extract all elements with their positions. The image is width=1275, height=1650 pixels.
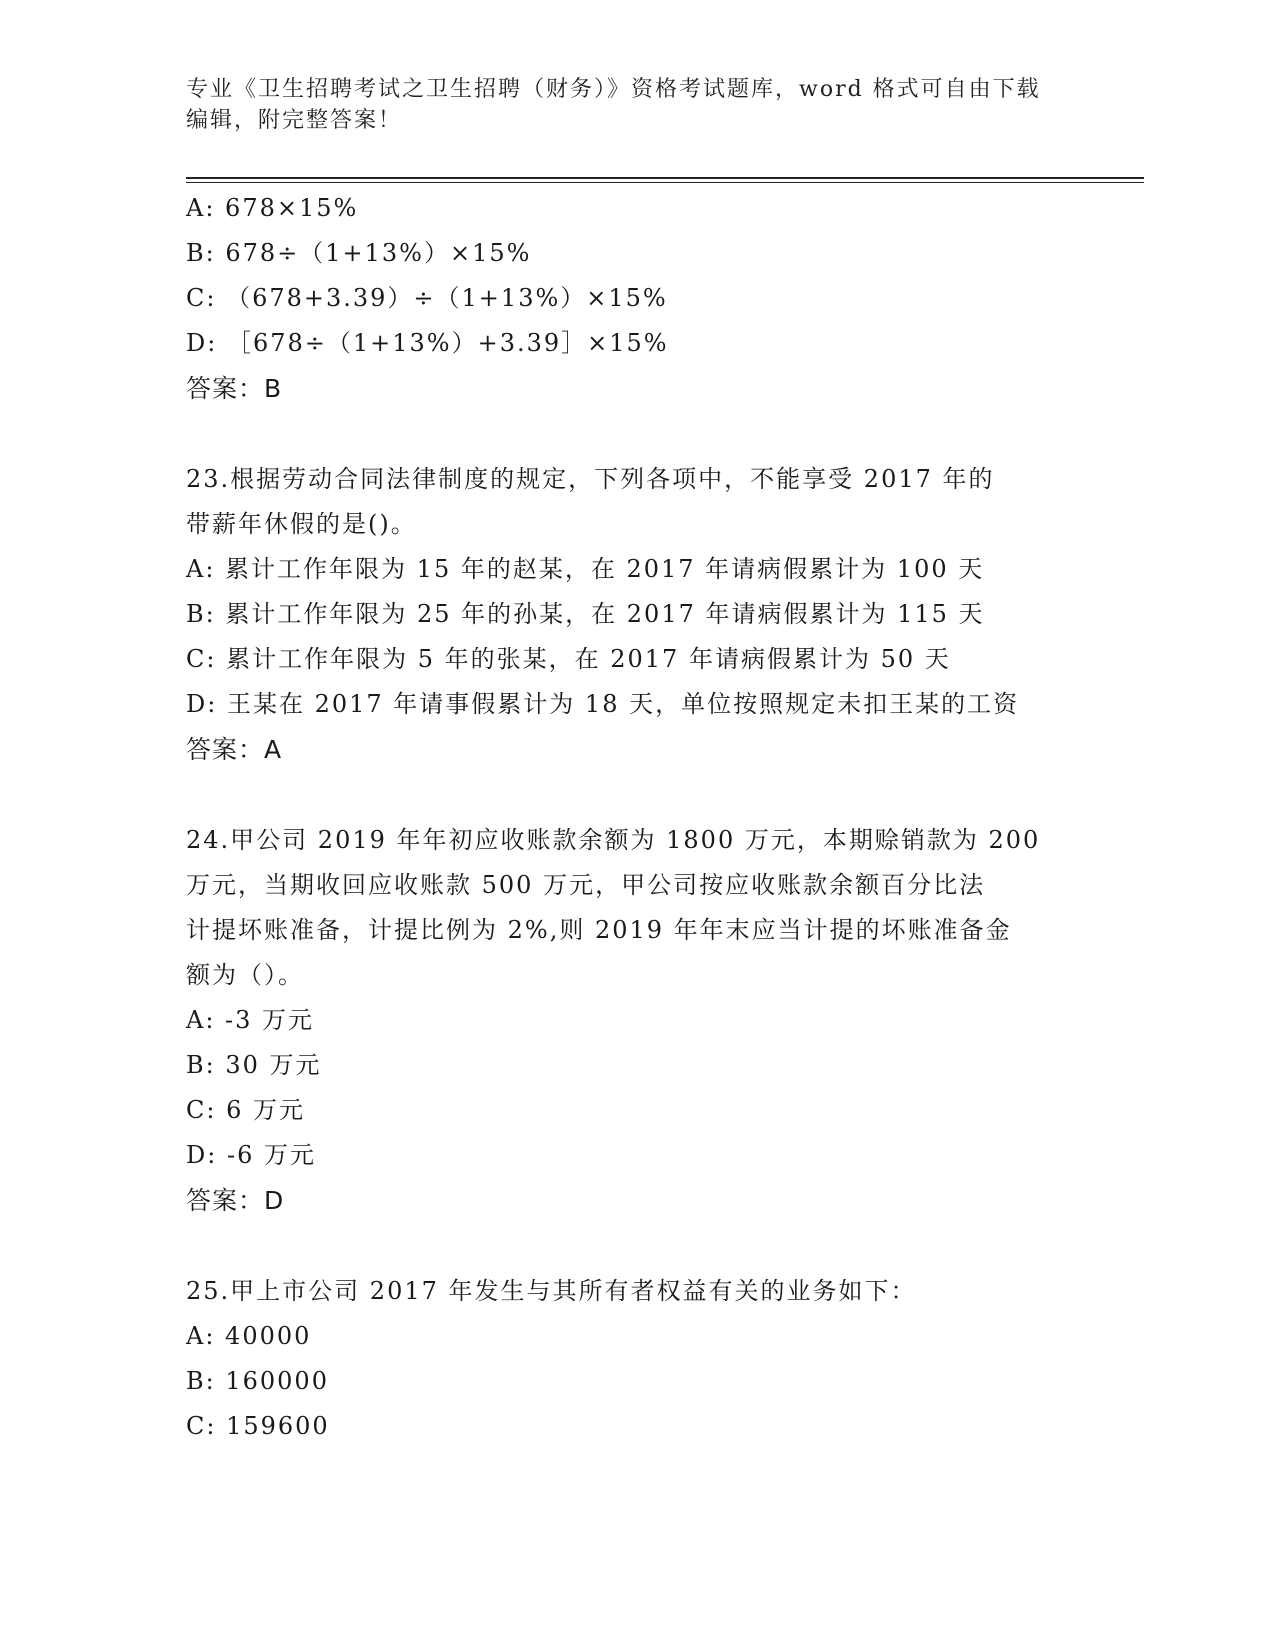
option-b: B: 160000	[186, 1367, 329, 1395]
answer-label: 答案：B	[186, 374, 283, 403]
question-22	[186, 186, 1086, 411]
header-divider-thin	[186, 182, 1144, 183]
question-spacer	[186, 772, 1086, 818]
question-stem-line: 额为（）。	[186, 961, 304, 989]
question-stem-line: 带薪年休假的是()。	[186, 510, 417, 538]
option-c: C: 累计工作年限为 5 年的张某，在 2017 年请病假累计为 50 天	[186, 645, 951, 673]
question-stem-line: 万元，当期收回应收账款 500 万元，甲公司按应收账款余额百分比法	[186, 871, 986, 899]
question-stem-line: 24.甲公司 2019 年年初应收账款余额为 1800 万元，本期赊销款为 200	[186, 826, 1041, 854]
question-stem-line: 25.甲上市公司 2017 年发生与其所有者权益有关的业务如下：	[186, 1277, 917, 1305]
option-c: C: 159600	[186, 1412, 330, 1440]
question-stem-line: 计提坏账准备，计提比例为 2%,则 2019 年年末应当计提的坏账准备金	[186, 916, 1012, 944]
answer-label: 答案：A	[186, 735, 283, 764]
question-24	[186, 818, 1086, 1223]
document-header	[186, 74, 1066, 136]
question-content	[186, 186, 1086, 1449]
option-d: D: ［678÷（1+13%）+3.39］×15%	[186, 329, 669, 357]
option-d: D: -6 万元	[186, 1141, 316, 1169]
option-a: A: 40000	[186, 1322, 312, 1350]
option-c: C: （678+3.39）÷（1+13%）×15%	[186, 284, 668, 312]
header-divider-thick	[186, 177, 1144, 179]
question-stem-line: 23.根据劳动合同法律制度的规定，下列各项中，不能享受 2017 年的	[186, 465, 995, 493]
option-a: A: 678×15%	[186, 194, 359, 222]
question-spacer	[186, 411, 1086, 457]
option-d: D: 王某在 2017 年请事假累计为 18 天，单位按照规定未扣王某的工资	[186, 690, 1020, 718]
question-23	[186, 457, 1086, 772]
header-line-2: 编辑，附完整答案！	[186, 108, 403, 133]
header-line-1: 专业《卫生招聘考试之卫生招聘（财务）》资格考试题库，word 格式可自由下载	[186, 77, 1041, 102]
option-b: B: 30 万元	[186, 1051, 322, 1079]
option-a: A: 累计工作年限为 15 年的赵某，在 2017 年请病假累计为 100 天	[186, 555, 985, 583]
question-25	[186, 1269, 1086, 1449]
question-spacer	[186, 1223, 1086, 1269]
option-b: B: 累计工作年限为 25 年的孙某，在 2017 年请病假累计为 115 天	[186, 600, 985, 628]
option-b: B: 678÷（1+13%）×15%	[186, 239, 532, 267]
option-a: A: -3 万元	[186, 1006, 315, 1034]
option-c: C: 6 万元	[186, 1096, 305, 1124]
answer-label: 答案：D	[186, 1186, 285, 1215]
